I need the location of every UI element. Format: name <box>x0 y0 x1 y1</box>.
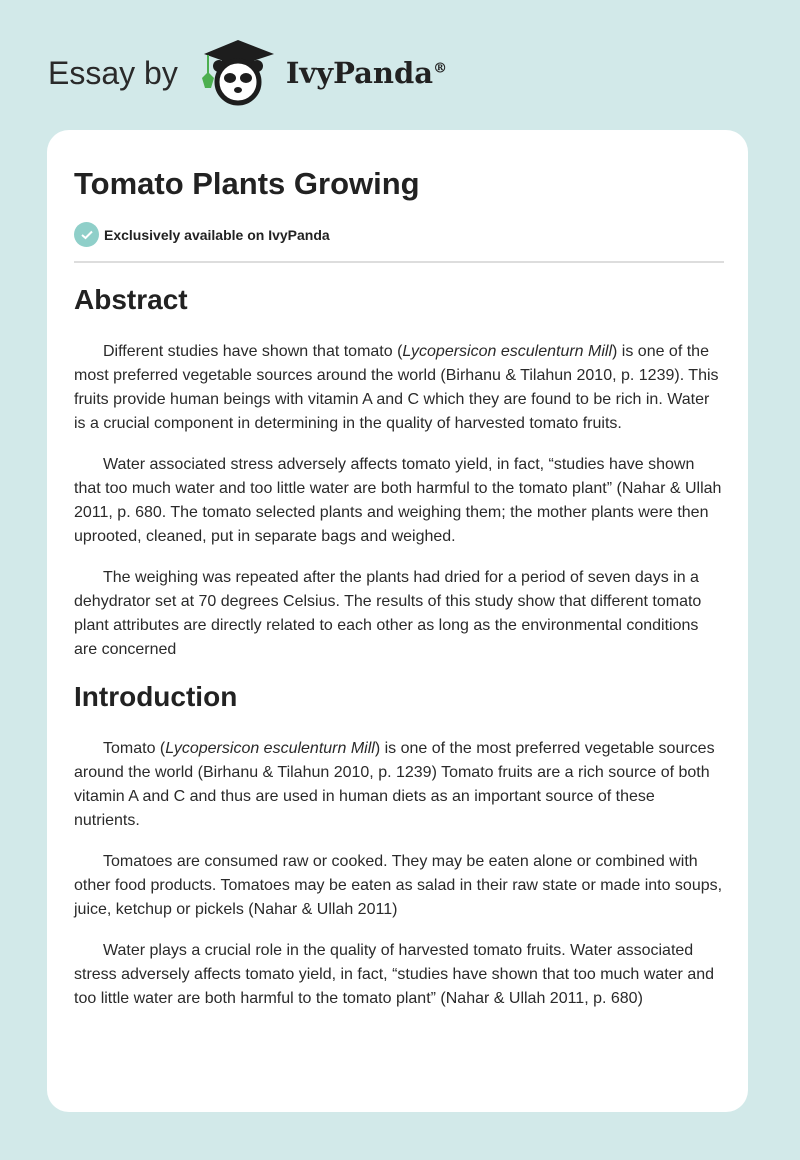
paragraph: Water associated stress adversely affects tomato yield, in fact, “studies have shown that too much water and too little water are both harmful to the tomato plant” (Nahar & Ullah 2011, p. 680. The tomato selected plants and weighing them; the mother plants were then uprooted, cleaned, put in separate bags and weighed. <box>74 456 722 545</box>
species-name: Lycopersicon esculenturn Mill <box>402 343 613 360</box>
page-title: Tomato Plants Growing <box>74 166 420 201</box>
paragraph: The weighing was repeated after the plants had dried for a period of seven days in a dehydrator set at 70 degrees Celsius. The results of this study show that different tomato plant attributes are directly related to each other as long as the environmental conditions are concerned <box>74 569 702 658</box>
section-heading: Introduction <box>74 681 238 712</box>
text: Different studies have shown that tomato ( <box>103 343 403 360</box>
section-heading: Abstract <box>74 284 188 315</box>
registered-mark: ® <box>433 60 448 77</box>
essay-content <box>74 282 724 1028</box>
essay-card <box>47 130 748 1112</box>
site-header <box>48 38 447 108</box>
paragraph <box>74 737 724 833</box>
badge-text: Exclusively available on IvyPanda <box>104 226 330 243</box>
text: Tomato ( <box>103 740 166 757</box>
text: ) is one of the most preferred vegetable sources around the world (Birhanu & Tilahun 2010, p. 1239). This fruits provide human beings with vitamin A and C which they are found to be rich in. Water is a crucial component in determining in the quality of harvested tomato fruits. <box>74 343 719 432</box>
check-icon <box>74 222 99 247</box>
section-abstract <box>74 282 724 662</box>
brand-text: IvyPanda <box>285 56 434 90</box>
brand-name[interactable] <box>286 56 447 90</box>
essay-by-label: Essay by <box>48 54 178 91</box>
section-introduction <box>74 679 724 1011</box>
panda-logo-icon[interactable] <box>196 36 276 111</box>
divider <box>74 261 724 263</box>
exclusive-badge <box>74 222 330 247</box>
paragraph: Water plays a crucial role in the quality of harvested tomato fruits. Water associated stress adversely affects tomato yield, in fact, “studies have shown that too much water and too little water are both harmful to the tomato plant” (Nahar & Ullah 2011, p. 680) <box>74 942 715 1007</box>
paragraph: Tomatoes are consumed raw or cooked. They may be eaten alone or combined with other food products. Tomatoes may be eaten as salad in their raw state or made into soups, juice, ketchup or pickels (Nahar & Ullah 2011) <box>74 853 723 918</box>
text: ) is one of the most preferred vegetable sources around the world (Birhanu & Tilahun 2010, p. 1239) Tomato fruits are a rich source of both vitamin A and C and thus are used in human diets as an important source of these nutrients. <box>74 740 715 829</box>
species-name: Lycopersicon esculenturn Mill <box>165 740 375 757</box>
paragraph <box>74 340 724 436</box>
